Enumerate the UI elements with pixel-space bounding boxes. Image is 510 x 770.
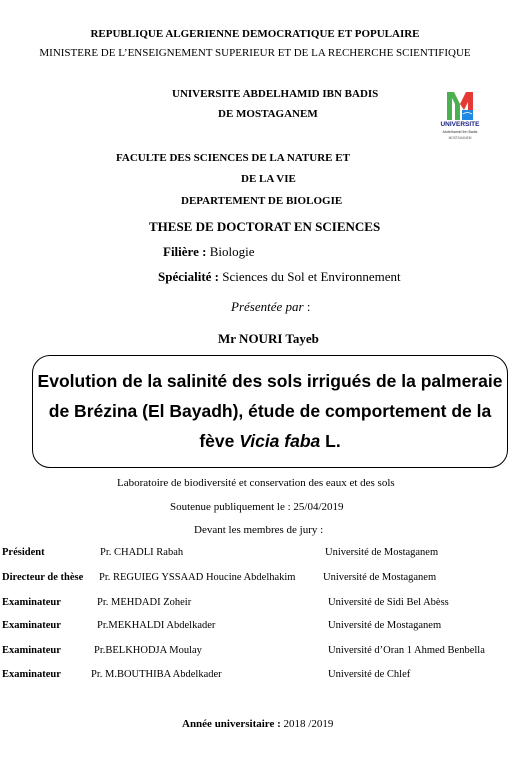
jury-role: Examinateur — [2, 645, 61, 656]
logo-caption — [428, 122, 492, 141]
jury-row — [0, 572, 510, 586]
logo-green-shape — [447, 92, 460, 120]
specialite — [158, 269, 401, 285]
faculty-line2: DE LA VIE — [241, 173, 296, 185]
author-name: Mr NOURI Tayeb — [218, 331, 319, 346]
jury-row — [0, 597, 510, 611]
logo-name: UNIVERSITE — [440, 121, 480, 128]
academic-year-value: 2018 /2019 — [280, 718, 334, 730]
university-city: DE MOSTAGANEM — [218, 108, 318, 120]
jury-role: Examinateur — [2, 597, 61, 608]
republic-heading: REPUBLIQUE ALGERIENNE DEMOCRATIQUE ET POPULAIRE — [90, 28, 420, 40]
specialite-value: Sciences du Sol et Environnement — [219, 269, 401, 284]
academic-year-label: Année universitaire : — [182, 718, 281, 730]
jury-row — [0, 669, 510, 683]
thesis-title-box — [32, 355, 508, 468]
jury-role: Président — [2, 547, 45, 558]
logo-subtitle: Abdelhamid Ibn Badis — [442, 130, 478, 134]
jury-institution: Université de Chlef — [328, 669, 411, 680]
jury-member-name: Pr.BELKHODJA Moulay — [94, 645, 202, 656]
jury-institution: Université de Mostaganem — [323, 572, 437, 583]
presented-by — [231, 299, 310, 315]
department-name: DEPARTEMENT DE BIOLOGIE — [181, 195, 343, 207]
laboratory: Laboratoire de biodiversité et conservation des eaux et des sols — [117, 477, 395, 489]
filiere-value: Biologie — [206, 244, 255, 259]
jury-institution: Université d’Oran 1 Ahmed Benbella — [328, 645, 485, 656]
presented-by-colon: : — [303, 299, 311, 314]
jury-row — [0, 547, 510, 561]
jury-member-name: Pr. REGUIEG YSSAAD Houcine Abdelhakim — [99, 572, 296, 583]
thesis-title-part1: Evolution de la salinité des sols irrigués de la palmeraie de Brézina (El Bayadh), étude de comportement de la fève — [37, 371, 503, 451]
faculty-line1: FACULTE DES SCIENCES DE LA NATURE ET — [116, 152, 350, 164]
jury-intro: Devant les membres de jury : — [194, 524, 324, 536]
filiere-label: Filière : — [163, 244, 207, 259]
jury-member-name: Pr. M.BOUTHIBA Abdelkader — [91, 669, 222, 680]
jury-role: Examinateur — [2, 620, 61, 631]
defense-date: Soutenue publiquement le : 25/04/2019 — [170, 501, 344, 513]
jury-row — [0, 620, 510, 634]
thesis-title-part2: L. — [320, 431, 341, 451]
thesis-title — [33, 366, 507, 456]
presented-by-label: Présentée par — [231, 299, 304, 314]
academic-year — [182, 718, 333, 730]
jury-member-name: Pr. CHADLI Rabah — [100, 547, 184, 558]
specialite-label: Spécialité : — [158, 269, 220, 284]
logo-city: MOSTAGANEM — [448, 136, 472, 140]
jury-role: Directeur de thèse — [2, 572, 84, 583]
jury-institution: Université de Mostaganem — [325, 547, 439, 558]
ministry-heading: MINISTERE DE L’ENSEIGNEMENT SUPERIEUR ET DE LA RECHERCHE SCIENTIFIQUE — [39, 47, 471, 59]
university-name: UNIVERSITE ABDELHAMID IBN BADIS — [172, 88, 379, 100]
thesis-title-species: Vicia faba — [239, 431, 321, 451]
thesis-type: THESE DE DOCTORAT EN SCIENCES — [149, 219, 381, 234]
jury-row — [0, 645, 510, 659]
filiere — [163, 244, 254, 260]
jury-member-name: Pr.MEKHALDI Abdelkader — [97, 620, 216, 631]
jury-institution: Université de Mostaganem — [328, 620, 442, 631]
jury-member-name: Pr. MEHDADI Zoheir — [97, 597, 192, 608]
jury-role: Examinateur — [2, 669, 61, 680]
jury-institution: Université de Sidi Bel Abèss — [328, 597, 449, 608]
logo-blue-shape — [462, 110, 473, 120]
